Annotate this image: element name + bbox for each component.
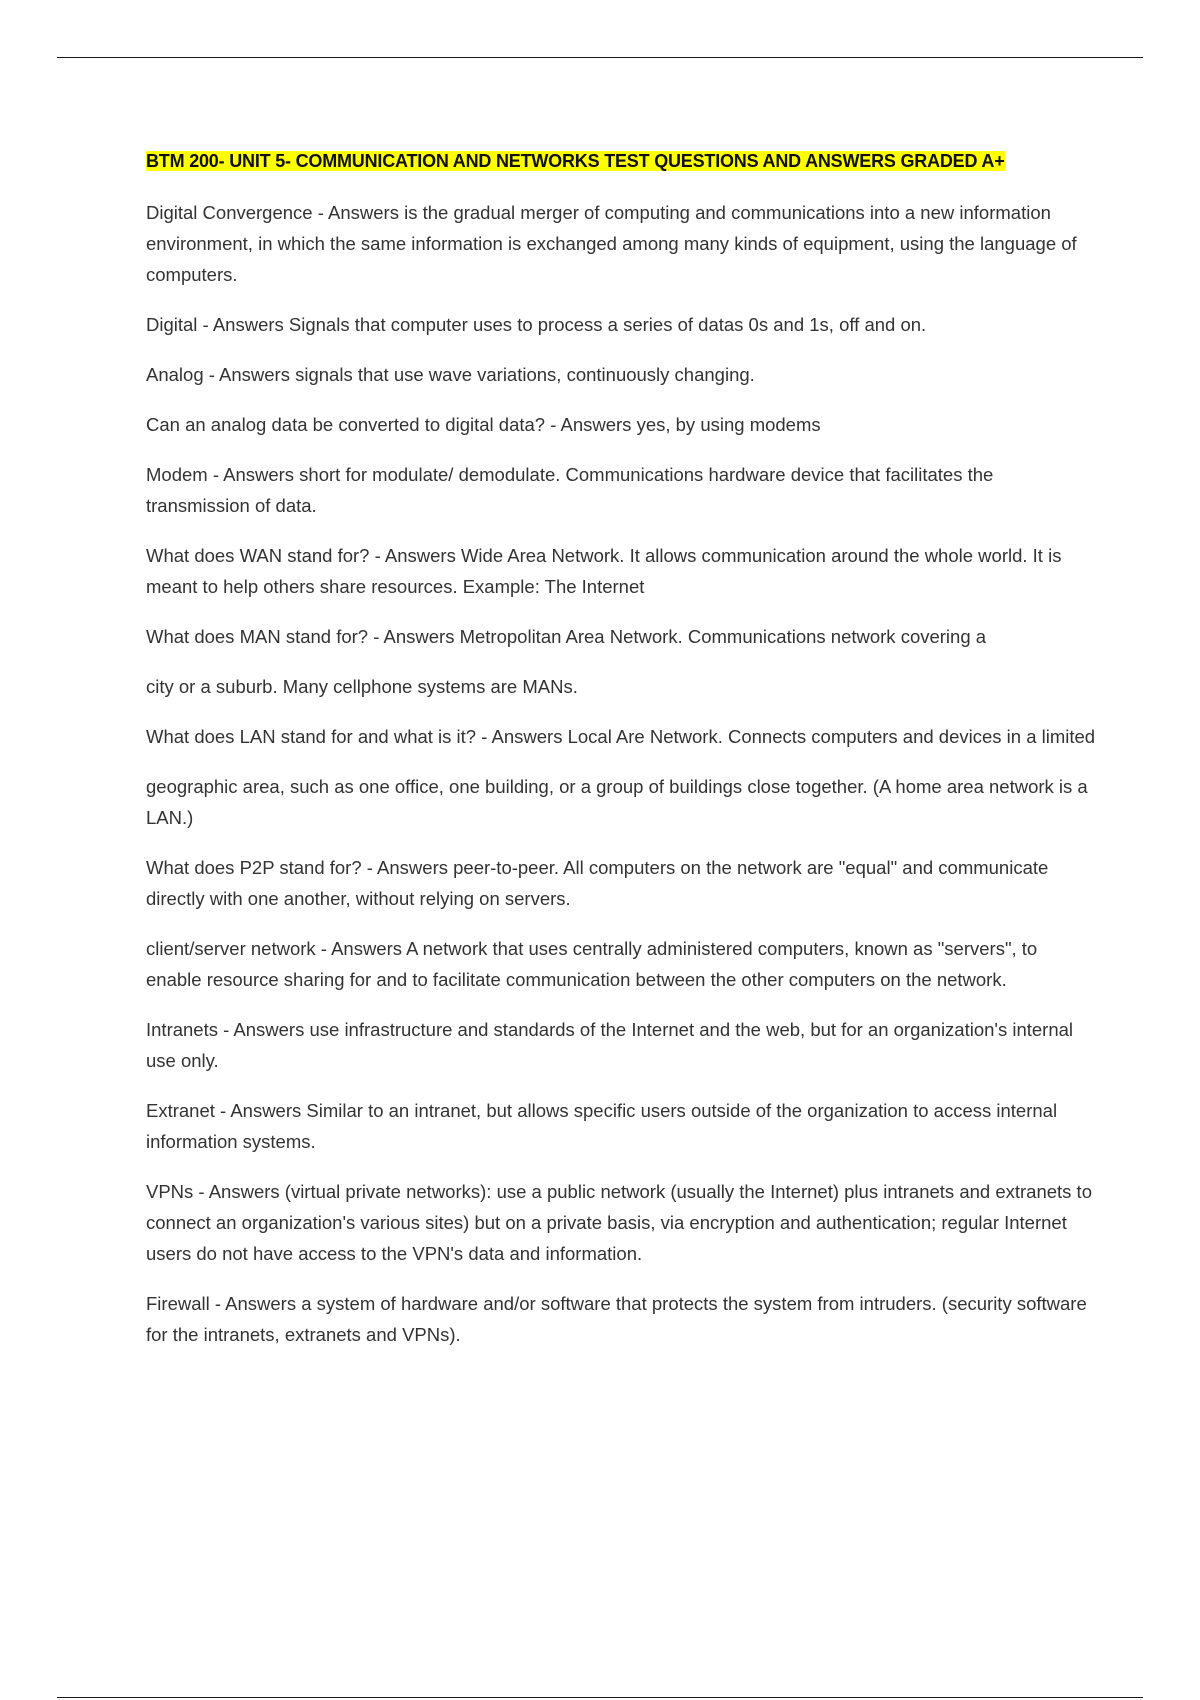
qa-item: Extranet - Answers Similar to an intranet, but allows specific users outside of the organization to access internal information systems. [146,1100,1058,1152]
qa-item: Can an analog data be converted to digital data? - Answers yes, by using modems [146,414,821,435]
title-block [146,146,1096,178]
bottom-rule [57,1697,1143,1698]
qa-item: geographic area, such as one office, one building, or a group of buildings close together. (A home area network is a LAN.) [146,776,1088,828]
qa-item: What does P2P stand for? - Answers peer-to-peer. All computers on the network are "equal" and communicate directly with one another, without relying on servers. [146,857,1049,909]
qa-item: Modem - Answers short for modulate/ demodulate. Communications hardware device that facilitates the transmission of data. [146,464,994,516]
top-rule [57,57,1143,58]
document-body [146,146,1096,1369]
qa-item: Firewall - Answers a system of hardware and/or software that protects the system from intruders. (security software for the intranets, extranets and VPNs). [146,1293,1087,1345]
qa-item: Intranets - Answers use infrastructure and standards of the Internet and the web, but for an organization's internal use only. [146,1019,1074,1071]
qa-item: VPNs - Answers (virtual private networks): use a public network (usually the Internet) plus intranets and extranets to connect an organization's various sites) but on a private basis, via encryption and authentication; regular Internet users do not have access to the VPN's data and information. [146,1181,1092,1264]
document-title: BTM 200- UNIT 5- COMMUNICATION AND NETWORKS TEST QUESTIONS AND ANSWERS GRADED A+ [146,151,1005,171]
qa-item: client/server network - Answers A network that uses centrally administered computers, known as "servers", to enable resource sharing for and to facilitate communication between the other computers on the network. [146,938,1038,990]
qa-item: city or a suburb. Many cellphone systems are MANs. [146,676,578,697]
qa-item: What does WAN stand for? - Answers Wide Area Network. It allows communication around the whole world. It is meant to help others share resources. Example: The Internet [146,545,1062,597]
qa-item: Digital - Answers Signals that computer uses to process a series of datas 0s and 1s, off and on. [146,314,927,335]
qa-item: What does LAN stand for and what is it? - Answers Local Are Network. Connects computers and devices in a limited [146,726,1096,747]
qa-item: What does MAN stand for? - Answers Metropolitan Area Network. Communications network covering a [146,626,987,647]
qa-item: Digital Convergence - Answers is the gradual merger of computing and communications into a new information environment, in which the same information is exchanged among many kinds of equipment, using the language of computers. [146,202,1077,285]
qa-item: Analog - Answers signals that use wave variations, continuously changing. [146,364,755,385]
